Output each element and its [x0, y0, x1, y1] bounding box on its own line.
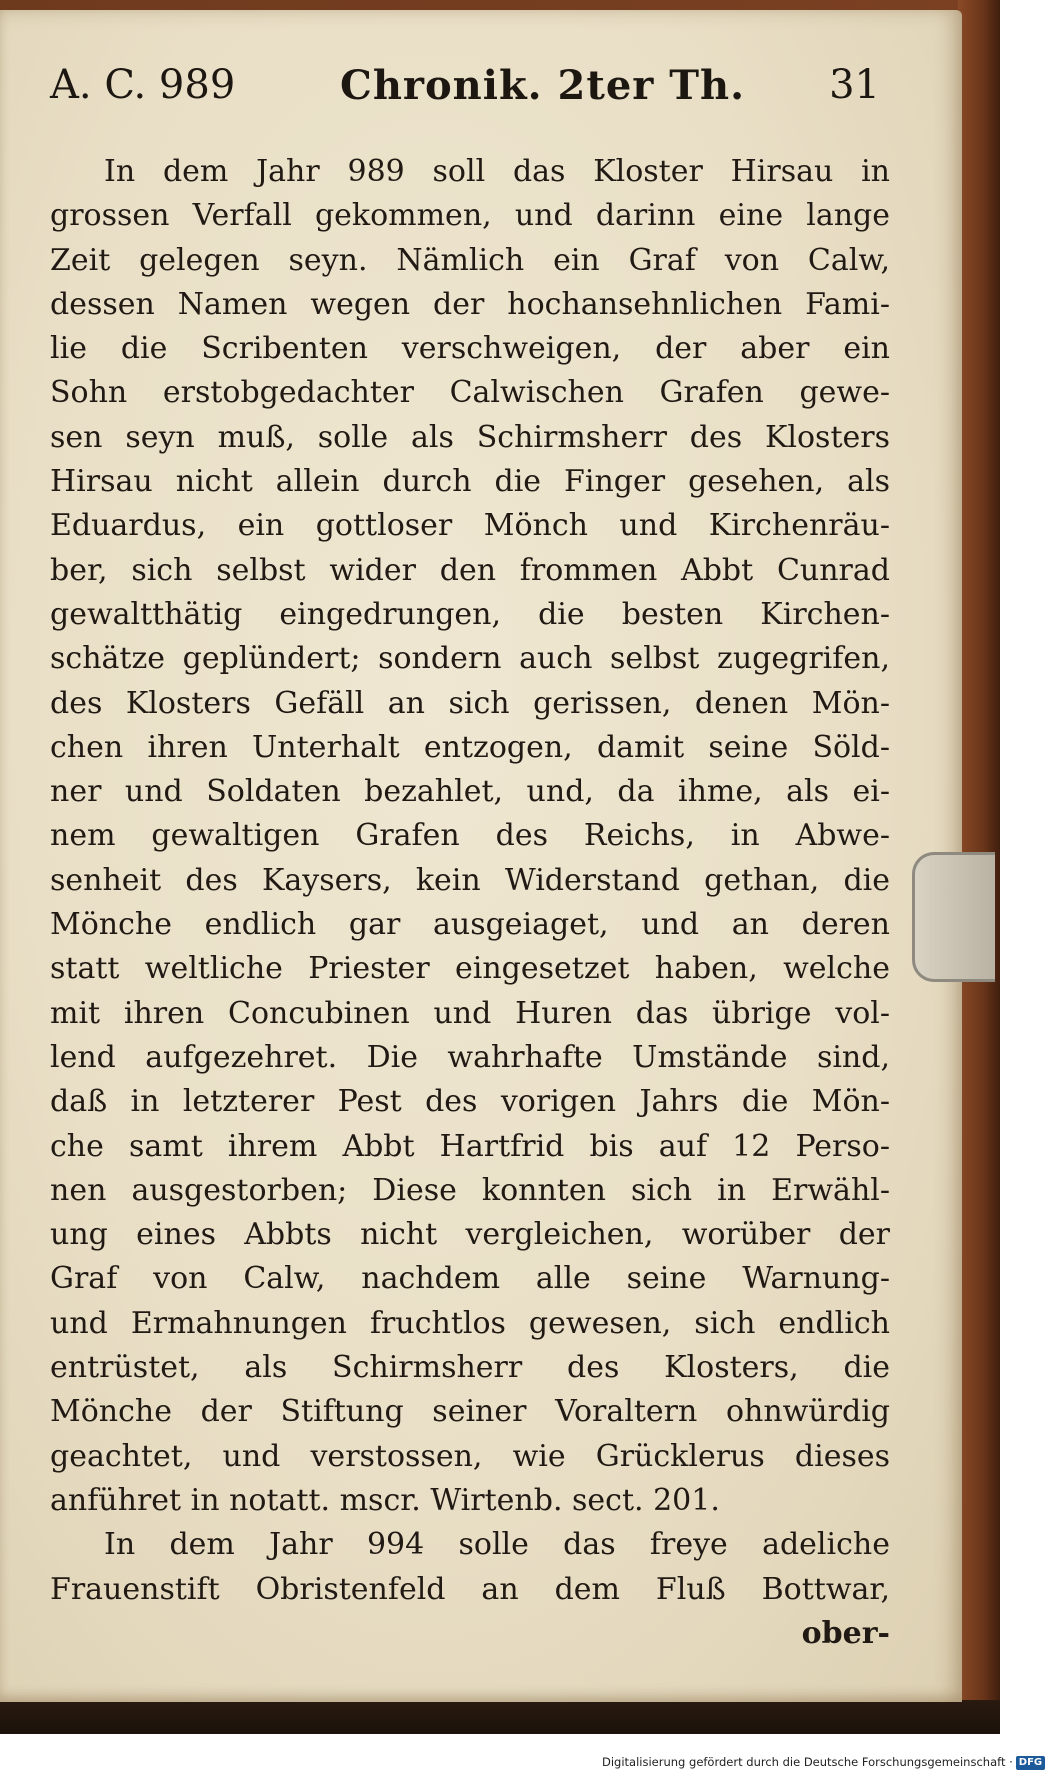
text-line: gewaltthätig eingedrungen, die besten Kirchen- [50, 596, 890, 632]
text-line: anführet in notatt. mscr. Wirtenb. sect. 201. [50, 1482, 720, 1518]
text-line: lie die Scribenten verschweigen, der aber ein [50, 331, 890, 367]
body-text [50, 150, 890, 1656]
text-line: dessen Namen wegen der hochansehnlichen Fami- [50, 286, 890, 322]
text-line: ung eines Abbts nicht vergleichen, worüber der [50, 1217, 890, 1253]
dfg-logo: DFG [1016, 1756, 1045, 1770]
text-line: senheit des Kaysers, kein Widerstand gethan, die [50, 862, 890, 898]
text-line: statt weltliche Priester eingesetzet haben, welche [50, 951, 890, 987]
text-line: Sohn erstobgedachter Calwischen Grafen gewe- [50, 375, 890, 411]
text-line: ber, sich selbst wider den frommen Abbt Cunrad [50, 552, 890, 588]
catchword: ober- [801, 1615, 890, 1651]
header-year: A. C. 989 [50, 62, 236, 108]
page-number: 31 [829, 62, 880, 108]
page-clip [912, 852, 995, 982]
text-line: che samt ihrem Abbt Hartfrid bis auf 12 Perso- [50, 1128, 890, 1164]
credit-text: Digitalisierung gefördert durch die Deutsche Forschungsgemeinschaft · [602, 1755, 1013, 1769]
text-line: Eduardus, ein gottloser Mönch und Kirchenräu- [50, 508, 890, 544]
text-line: ner und Soldaten bezahlet, und, da ihme, als ei- [50, 774, 890, 810]
text-line: Zeit gelegen seyn. Nämlich ein Graf von Calw, [50, 242, 890, 278]
text-line: Graf von Calw, nachdem alle seine Warnung- [50, 1261, 890, 1297]
text-line: schätze geplündert; sondern auch selbst zugegrifen, [50, 641, 890, 677]
text-line: nen ausgestorben; Diese konnten sich in Erwähl- [50, 1172, 890, 1208]
text-line: Mönche endlich gar ausgeiaget, und an deren [50, 907, 890, 943]
text-line: In dem Jahr 989 soll das Kloster Hirsau in [104, 154, 890, 189]
text-line: lend aufgezehret. Die wahrhafte Umstände sind, [50, 1039, 890, 1075]
text-line: grossen Verfall gekommen, und darinn eine lange [50, 198, 890, 234]
text-line: daß in letzterer Pest des vorigen Jahrs die Mön- [50, 1084, 890, 1120]
text-line: geachtet, und verstossen, wie Grücklerus dieses [50, 1438, 890, 1474]
text-line: Hirsau nicht allein durch die Finger gesehen, als [50, 464, 890, 500]
text-line: sen seyn muß, solle als Schirmsherr des Klosters [50, 419, 890, 455]
text-line: des Klosters Gefäll an sich gerissen, denen Mön- [50, 685, 890, 721]
header-title: Chronik. 2ter Th. [340, 62, 746, 109]
text-line: entrüstet, als Schirmsherr des Klosters, die [50, 1350, 890, 1386]
text-line: chen ihren Unterhalt entzogen, damit seine Söld- [50, 729, 890, 765]
text-line: mit ihren Concubinen und Huren das übrige vol- [50, 995, 890, 1031]
text-line: Mönche der Stiftung seiner Voraltern ohnwürdig [50, 1394, 890, 1430]
digitization-credit [602, 1752, 1043, 1772]
text-line: Frauenstift Obristenfeld an dem Fluß Bottwar, [50, 1571, 890, 1607]
text-line: nem gewaltigen Grafen des Reichs, in Abwe- [50, 818, 890, 854]
running-header [50, 62, 880, 118]
text-line: In dem Jahr 994 solle das freye adeliche [104, 1527, 890, 1563]
book-bottom-edge [0, 1700, 1000, 1734]
text-line: und Ermahnungen fruchtlos gewesen, sich endlich [50, 1305, 890, 1341]
